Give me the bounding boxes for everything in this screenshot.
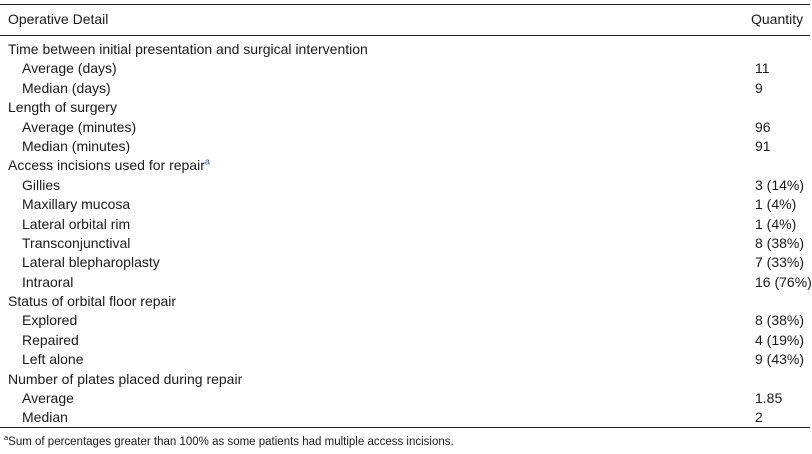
row-label-text: Number of plates placed during repair [8, 370, 243, 387]
row-label-text: Repaired [22, 331, 79, 348]
row-label-text: Average [22, 390, 74, 407]
row-label [22, 118, 136, 137]
row-quantity: 1 (4%) [755, 215, 797, 232]
table-row [0, 311, 810, 330]
row-quantity: 9 (43%) [755, 351, 805, 368]
row-quantity: 3 (14%) [755, 176, 805, 193]
row-label [22, 273, 73, 292]
row-quantity: 11 [755, 60, 770, 77]
row-label [22, 176, 60, 195]
bottom-rule [0, 427, 810, 428]
table-row [0, 389, 810, 408]
row-quantity: 7 (33%) [755, 254, 805, 271]
row-label [8, 370, 242, 389]
row-label-text: Left alone [22, 351, 84, 368]
column-header-quantity: Quantity [751, 11, 804, 27]
table-body [0, 40, 810, 428]
row-label-text: Maxillary mucosa [22, 196, 131, 213]
table-footnote [4, 435, 454, 449]
row-label-text: Length of surgery [8, 99, 117, 116]
table-row [0, 195, 810, 214]
header-rule [0, 35, 810, 36]
row-quantity: 8 (38%) [755, 312, 805, 329]
row-label-text: Intraoral [22, 273, 74, 290]
row-quantity: 2 [755, 409, 763, 426]
table-section-row [0, 292, 810, 311]
row-quantity: 1.85 [755, 390, 783, 407]
row-quantity: 9 [755, 79, 763, 96]
row-label [22, 311, 77, 330]
row-label [8, 292, 176, 311]
table-row [0, 253, 810, 272]
row-label [8, 98, 117, 117]
row-label [22, 408, 68, 427]
table-section-row [0, 156, 810, 175]
row-label-text: Median [22, 409, 68, 426]
row-label [22, 234, 130, 253]
table-row [0, 408, 810, 427]
table-row [0, 215, 810, 234]
row-quantity: 16 (76%) [755, 273, 812, 290]
row-label-text: Lateral orbital rim [22, 215, 131, 232]
row-label [22, 137, 130, 156]
row-label [22, 389, 74, 408]
row-label [22, 59, 117, 78]
footnote-link-marker[interactable]: a [204, 156, 210, 167]
row-quantity: 4 (19%) [755, 331, 805, 348]
table-section-row [0, 98, 810, 117]
row-quantity: 91 [755, 137, 771, 154]
table-row [0, 137, 810, 156]
row-label [22, 195, 130, 214]
table-row [0, 59, 810, 78]
row-label-text: Lateral blepharoplasty [22, 254, 160, 271]
table-row [0, 234, 810, 253]
row-label-text: Status of orbital floor repair [8, 293, 177, 310]
table-section-row [0, 370, 810, 389]
top-rule [0, 4, 810, 5]
row-label-text: Median (minutes) [22, 137, 131, 154]
footnote-text: Sum of percentages greater than 100% as some patients had multiple access incisions. [8, 436, 454, 448]
table-row [0, 176, 810, 195]
row-label-text: Time between initial presentation and surgical intervention [8, 41, 368, 57]
row-label-text: Gillies [22, 176, 61, 193]
row-quantity: 96 [755, 118, 771, 135]
column-header-operative-detail: Operative Detail [8, 11, 109, 27]
row-label-text: Median (days) [22, 79, 111, 96]
table-row [0, 273, 810, 292]
row-label-text: Average (days) [22, 60, 117, 77]
row-label-text: Explored [22, 312, 78, 329]
row-label-text: Transconjunctival [22, 234, 131, 251]
row-quantity: 1 (4%) [755, 196, 797, 213]
table-section-row [0, 40, 810, 59]
row-label [8, 156, 210, 175]
table-row [0, 118, 810, 137]
row-label-text: Access incisions used for repair [8, 157, 205, 174]
row-label [22, 253, 160, 272]
row-label-text: Average (minutes) [22, 118, 137, 135]
row-label [8, 40, 368, 59]
row-label [22, 331, 79, 350]
row-label [22, 215, 130, 234]
table-row [0, 331, 810, 350]
table-row [0, 350, 810, 369]
footnote-marker: a [4, 433, 9, 443]
table-row [0, 79, 810, 98]
row-quantity: 8 (38%) [755, 234, 805, 251]
row-label [22, 79, 111, 98]
row-label [22, 350, 84, 369]
